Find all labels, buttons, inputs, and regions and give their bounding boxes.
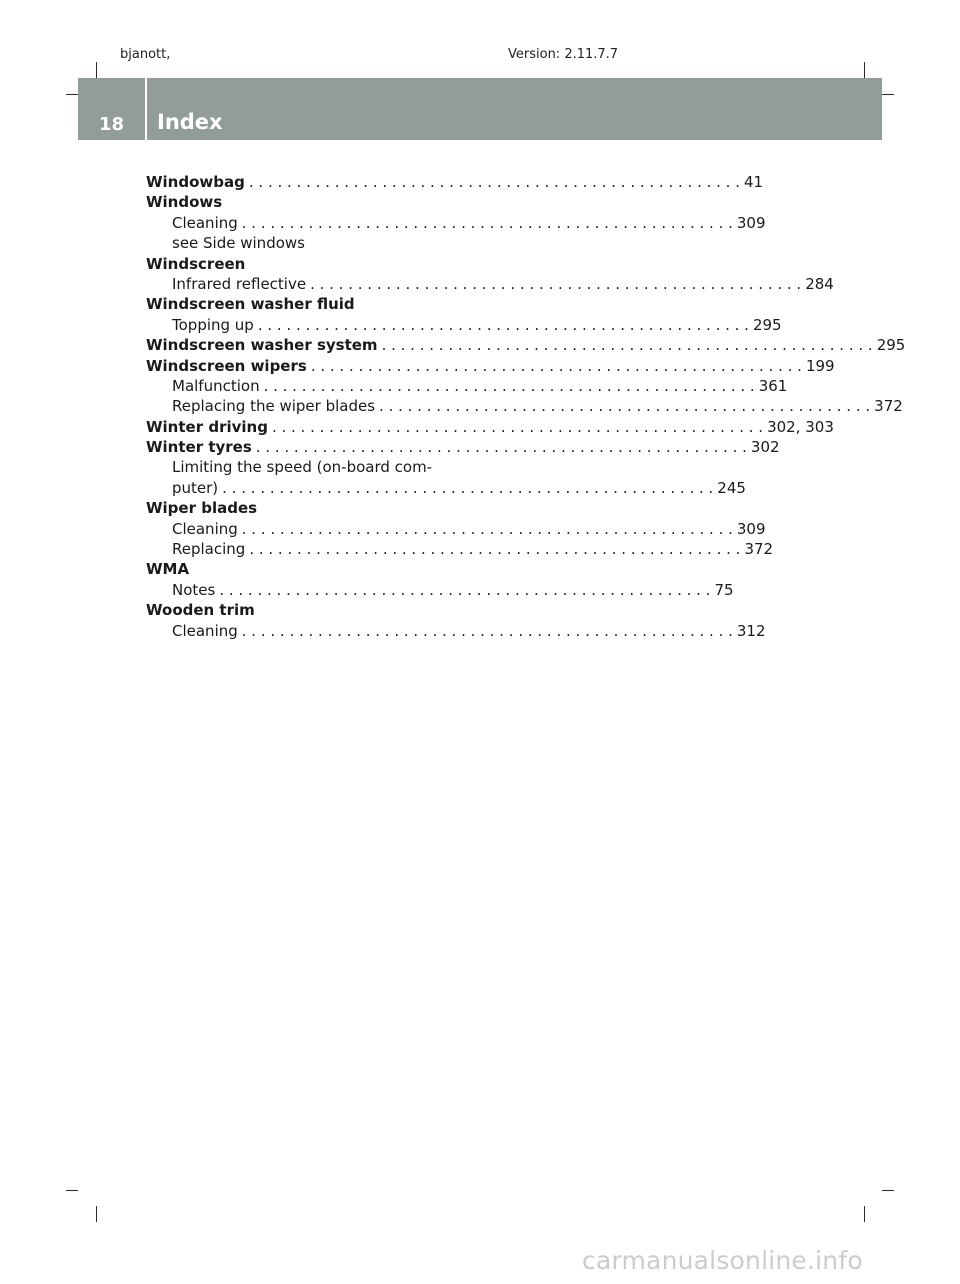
- index-entry: [146, 600, 459, 620]
- index-entry: [146, 192, 459, 212]
- section-title: Index: [157, 110, 223, 134]
- page-reference: 75: [714, 580, 734, 599]
- index-entry: [146, 498, 459, 518]
- entry-text: WMA: [146, 560, 190, 579]
- entry-text: Wooden trim: [146, 601, 255, 620]
- index-entry: [146, 417, 834, 437]
- entry-text: Replacing: [172, 540, 246, 559]
- entry-text: Wiper blades: [146, 499, 258, 518]
- page-reference: 372: [874, 397, 903, 416]
- index-subentry: [146, 233, 459, 253]
- slug-left: bjanott,: [120, 47, 171, 62]
- header-divider: [145, 78, 147, 140]
- dot-leader: [249, 539, 740, 559]
- page-reference: 245: [717, 478, 746, 497]
- entry-text: Replacing the wiper blades: [172, 397, 376, 416]
- index-entry: [146, 437, 780, 457]
- dot-leader: [379, 396, 870, 416]
- dot-leader: [219, 580, 710, 600]
- index-subentry: [146, 376, 788, 396]
- dot-leader: [242, 213, 733, 233]
- crop-mark-top-right-horizontal: [882, 94, 894, 95]
- entry-text: Winter driving: [146, 417, 268, 436]
- slug-right: Version: 2.11.7.7: [508, 47, 619, 62]
- index-subentry: [146, 274, 834, 294]
- entry-text: Topping up: [172, 315, 254, 334]
- index-entry: [146, 294, 459, 314]
- page-reference: 361: [758, 376, 788, 395]
- entry-text: puter): [172, 478, 219, 497]
- entry-text: Limiting the speed (on-board com-: [172, 458, 433, 477]
- index-entry: [146, 172, 764, 192]
- index-subentry: [146, 580, 734, 600]
- entry-text: Cleaning: [172, 519, 238, 538]
- crop-mark-bottom-right-vertical: [864, 1206, 865, 1222]
- page-reference: 302: [750, 438, 780, 457]
- entry-text: Winter tyres: [146, 438, 252, 457]
- entry-text: Windowbag: [146, 173, 245, 191]
- crop-mark-top-left-vertical: [96, 62, 97, 78]
- entry-text: Windows: [146, 193, 223, 212]
- entry-text: see Side windows: [172, 234, 305, 253]
- dot-leader: [256, 437, 747, 457]
- dot-leader: [242, 519, 733, 539]
- dot-leader: [311, 356, 802, 376]
- index-subentry: [146, 519, 766, 539]
- dot-leader: [272, 417, 763, 437]
- dot-leader: [258, 315, 749, 335]
- index-subentry: [146, 539, 774, 559]
- entry-text: Notes: [172, 580, 216, 599]
- page-reference: 312: [736, 621, 766, 640]
- entry-text: Cleaning: [172, 621, 238, 640]
- page-number: 18: [98, 114, 125, 135]
- page-reference: 309: [736, 519, 766, 538]
- page-reference: 309: [736, 213, 766, 232]
- page-reference: 41: [744, 173, 764, 191]
- crop-mark-top-left-horizontal: [66, 94, 78, 95]
- entry-text: Windscreen wipers: [146, 356, 307, 375]
- entry-text: Infrared reflective: [172, 274, 307, 293]
- dot-leader: [310, 274, 801, 294]
- page-reference: 295: [752, 315, 782, 334]
- watermark: carmanualsonline.info: [582, 1246, 863, 1275]
- entry-text: Malfunction: [172, 376, 260, 395]
- index-entry: [146, 356, 835, 376]
- index-subentry: [146, 457, 459, 477]
- crop-mark-bottom-right-horizontal: [882, 1190, 894, 1191]
- entry-text: Cleaning: [172, 213, 238, 232]
- page-reference: 199: [805, 356, 835, 375]
- index-subentry: [146, 315, 782, 335]
- dot-leader: [382, 335, 873, 355]
- page-reference: 295: [876, 336, 906, 355]
- dot-leader: [249, 172, 740, 192]
- entry-text: Windscreen washer fluid: [146, 295, 355, 314]
- dot-leader: [264, 376, 755, 396]
- index-entry: [146, 254, 459, 274]
- crop-mark-bottom-left-vertical: [96, 1206, 97, 1222]
- dot-leader: [222, 478, 713, 498]
- index-entry: [146, 559, 459, 579]
- entry-text: Windscreen washer system: [146, 336, 378, 355]
- crop-mark-top-right-vertical: [864, 62, 865, 78]
- dot-leader: [242, 621, 733, 641]
- index-subentry: [146, 621, 766, 641]
- index-column: [146, 172, 906, 641]
- index-subentry: [146, 396, 903, 416]
- entry-text: Windscreen: [146, 254, 246, 273]
- page-reference: 284: [805, 274, 834, 293]
- page-reference: 372: [744, 540, 774, 559]
- index-entry: [146, 335, 906, 355]
- crop-mark-bottom-left-horizontal: [66, 1190, 78, 1191]
- index-subentry: [146, 213, 766, 233]
- index-subentry: [146, 478, 746, 498]
- page-reference: 302, 303: [767, 417, 834, 436]
